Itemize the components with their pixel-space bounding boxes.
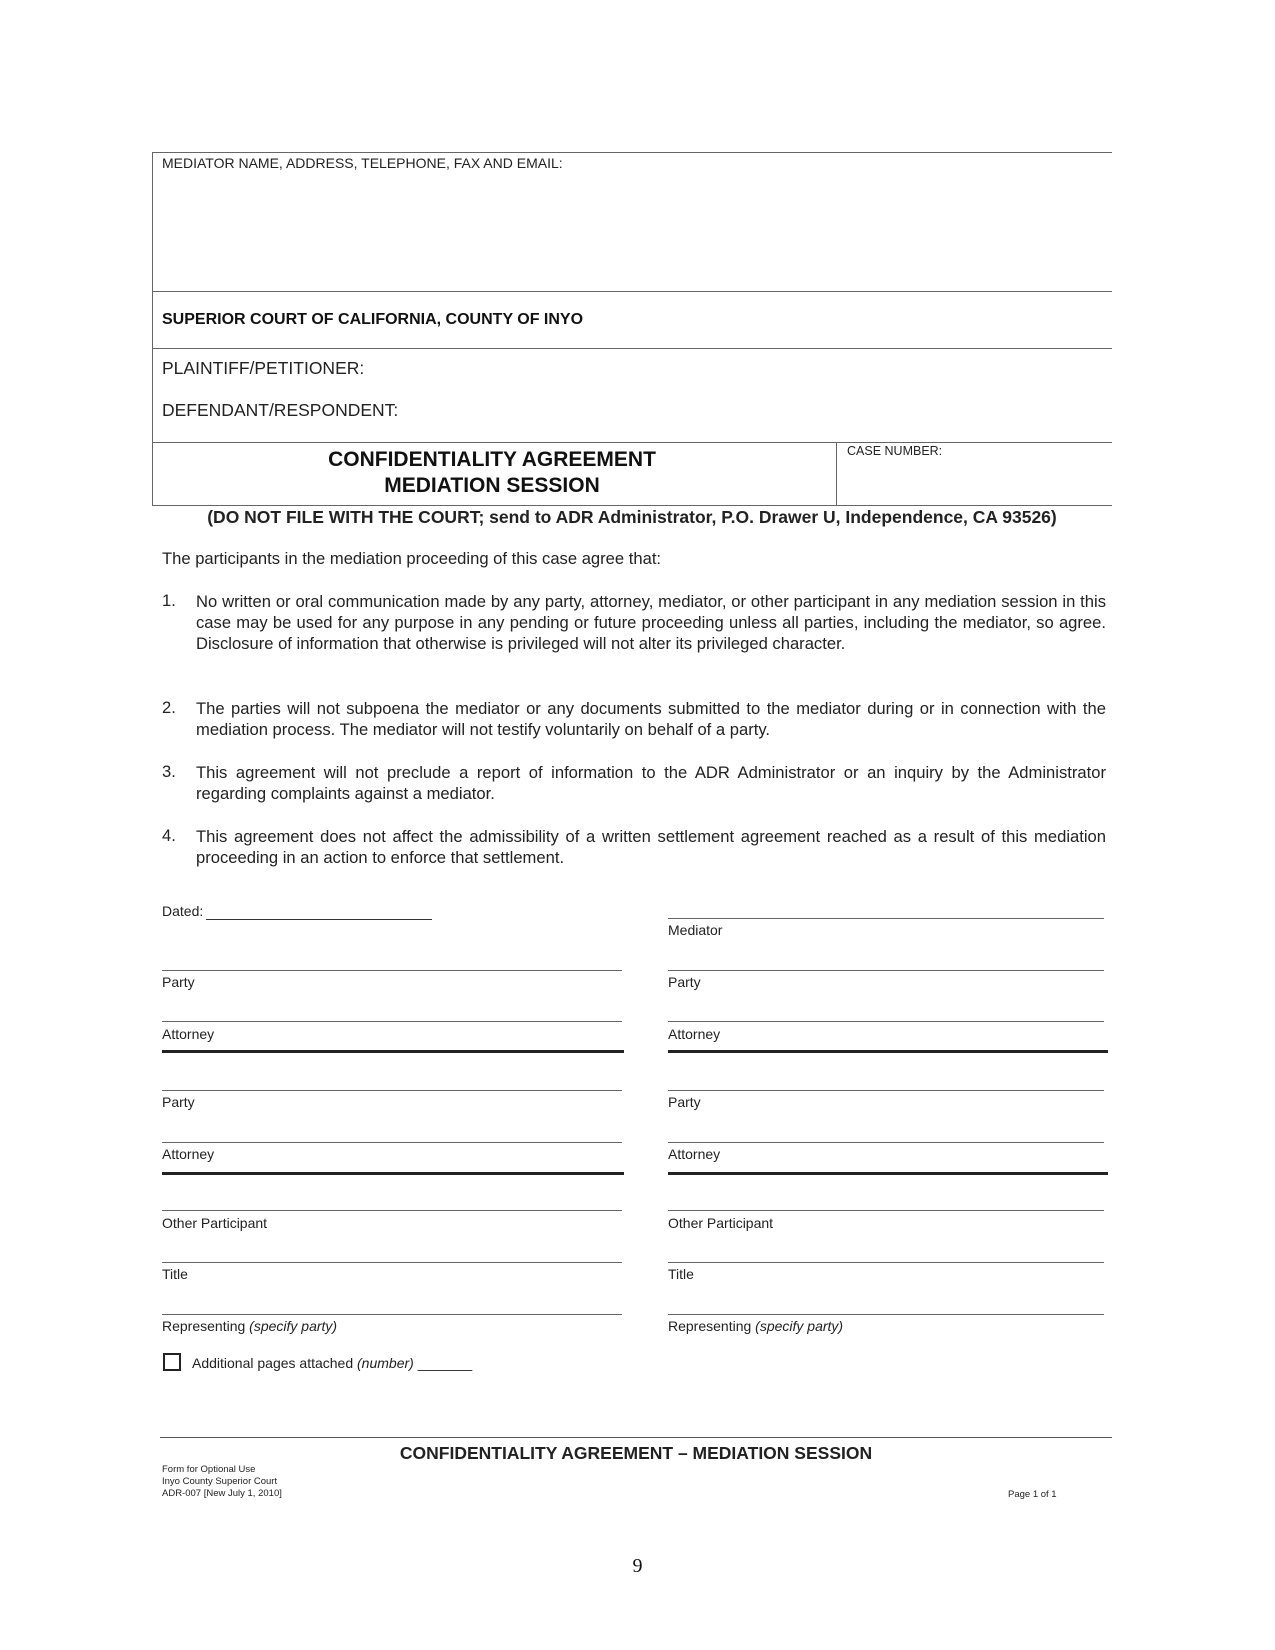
item-number: 2. [162,698,176,717]
other-participant-signature-line [668,1210,1104,1211]
form-bottom-border [152,505,1112,506]
dated-label: Dated: [162,903,204,919]
footer-line-2: Inyo County Superior Court [162,1476,278,1487]
party-signature-line [668,970,1104,971]
agreement-item-1: No written or oral communication made by any party, attorney, mediator, or other participant in any mediation session in this case may be used for any purpose in any pending or future proceeding unless all parties, including the mediator, so agree. Disclosure of information that otherwise is privileged will not alter its privileged character. [196,592,1106,653]
defendant-field[interactable] [420,398,1110,424]
representing-label [162,1318,337,1334]
intro-text: The participants in the mediation proceeding of this case agree that: [162,549,662,568]
mediator-sig-label: Mediator [668,922,723,938]
dated-field[interactable] [206,898,432,918]
form-title-line1: CONFIDENTIALITY AGREEMENT [328,448,656,471]
agreement-item-2: The parties will not subpoena the mediator or any documents submitted to the mediator during or in connection with the mediation process. The mediator will not testify voluntarily on behalf of a party. [196,699,1106,739]
party-label: Party [668,974,701,990]
representing-text: Representing [162,1318,246,1334]
case-number-field[interactable] [840,462,1110,502]
mediator-signature-field[interactable] [668,896,1104,917]
attorney-signature-line [668,1021,1104,1022]
item-number: 4. [162,826,176,845]
defendant-label: DEFENDANT/RESPONDENT: [162,400,399,420]
representing-line [668,1314,1104,1315]
party-signature-field[interactable] [162,1068,622,1089]
filing-notice: (DO NOT FILE WITH THE COURT; send to ADR Administrator, P.O. Drawer U, Independence, CA 93526) [207,507,1057,527]
party-label: Party [668,1094,701,1110]
form-top-border [152,152,1112,153]
number-hint: (number) [357,1355,414,1371]
attorney-signature-line [162,1021,622,1022]
party-label: Party [162,974,195,990]
representing-field[interactable] [162,1292,622,1313]
attorney-signature-field[interactable] [162,1120,622,1141]
form-title-line2: MEDIATION SESSION [384,474,600,497]
footer-line-1: Form for Optional Use [162,1464,256,1475]
other-participant-label: Other Participant [162,1215,268,1231]
attorney-signature-field[interactable] [162,999,622,1020]
group-separator [162,1050,624,1053]
mediator-info-label: MEDIATOR NAME, ADDRESS, TELEPHONE, FAX AND EMAIL: [162,155,563,171]
representing-label [668,1318,843,1334]
attorney-label: Attorney [668,1146,721,1162]
case-number-label: CASE NUMBER: [847,444,943,458]
case-number-divider [836,442,837,505]
party-signature-field[interactable] [162,948,622,969]
party-label: Party [162,1094,195,1110]
specify-party-hint: (specify party) [249,1318,338,1334]
additional-pages-checkbox[interactable] [163,1353,181,1371]
title-line [668,1262,1104,1263]
other-participant-label: Other Participant [668,1215,774,1231]
mediator-divider [152,291,1112,292]
group-separator [668,1172,1108,1175]
attorney-label: Attorney [162,1026,215,1042]
mediator-info-field[interactable] [153,172,1111,290]
other-participant-signature-field[interactable] [668,1188,1104,1209]
attorney-signature-field[interactable] [668,999,1104,1020]
additional-pages-label [192,1355,472,1371]
plaintiff-label: PLAINTIFF/PETITIONER: [162,358,365,378]
additional-pages-text: Additional pages attached [192,1355,354,1371]
attorney-signature-line [162,1142,622,1143]
party-signature-line [668,1090,1104,1091]
title-field[interactable] [162,1240,622,1261]
party-signature-line [162,1090,622,1091]
agreement-item-4: This agreement does not affect the admissibility of a written settlement agreement reached as a result of this mediation proceeding in an action to enforce that settlement. [196,827,1106,867]
item-number: 3. [162,762,176,781]
attorney-signature-line [668,1142,1104,1143]
party-signature-field[interactable] [668,948,1104,969]
plaintiff-field[interactable] [390,356,1110,382]
title-line [162,1262,622,1263]
other-participant-signature-field[interactable] [162,1188,622,1209]
page-of-label: Page 1 of 1 [1008,1489,1057,1500]
other-participant-signature-line [162,1210,622,1211]
item-number: 1. [162,591,176,610]
parties-divider [152,442,1112,443]
mediator-signature-line [668,918,1104,919]
footer-form-info [162,1464,282,1500]
court-name: SUPERIOR COURT OF CALIFORNIA, COUNTY OF INYO [162,311,584,328]
title-field[interactable] [668,1240,1104,1261]
group-separator [668,1050,1108,1053]
attorney-label: Attorney [668,1026,721,1042]
footer-title: CONFIDENTIALITY AGREEMENT – MEDIATION SESSION [399,1443,873,1463]
agreement-item-3: This agreement will not preclude a report of information to the ADR Administrator or an inquiry by the Administrator regarding complaints against a mediator. [196,763,1106,803]
representing-field[interactable] [668,1292,1104,1313]
specify-party-hint: (specify party) [755,1318,844,1334]
attorney-label: Attorney [162,1146,215,1162]
representing-line [162,1314,622,1315]
party-signature-line [162,970,622,971]
footer-rule [160,1437,1112,1438]
dated-line [206,919,432,920]
title-label: Title [162,1266,188,1282]
additional-pages-count-field[interactable]: _______ [417,1355,473,1371]
page-number: 9 [632,1555,643,1577]
attorney-signature-field[interactable] [668,1120,1104,1141]
party-signature-field[interactable] [668,1068,1104,1089]
representing-text: Representing [668,1318,752,1334]
group-separator [162,1172,624,1175]
court-divider [152,348,1112,349]
title-label: Title [668,1266,694,1282]
footer-line-3: ADR-007 [New July 1, 2010] [162,1488,282,1499]
